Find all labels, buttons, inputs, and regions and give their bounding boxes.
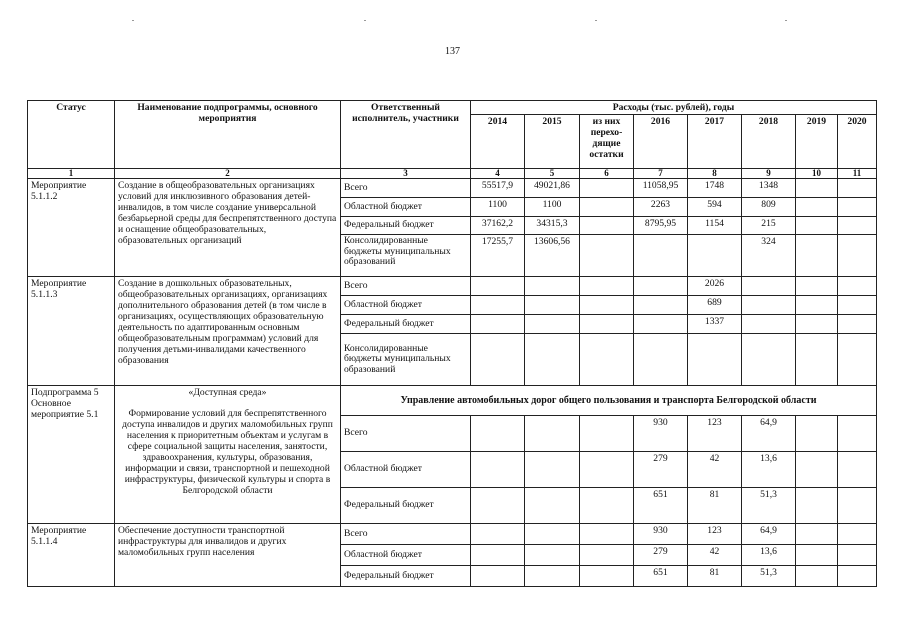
value-cell: 17255,7 (471, 235, 525, 277)
value-cell: 1100 (471, 198, 525, 217)
name-cell: Обеспечение доступности транспортной инфраструктуры для инвалидов и других маломобильных групп населения (115, 524, 341, 587)
value-cell (580, 416, 634, 452)
value-cell (471, 545, 525, 566)
source-cell: Консолидированные бюджеты муниципальных образований (341, 235, 471, 277)
value-cell: 8795,95 (634, 217, 688, 235)
value-cell (525, 566, 580, 587)
value-cell (796, 566, 838, 587)
expenses-table (27, 100, 877, 587)
header-year: 2018 (742, 115, 796, 169)
value-cell (580, 277, 634, 296)
status-cell: Подпрограмма 5 Основное мероприятие 5.1 (28, 386, 115, 524)
executor-banner: Управление автомобильных дорог общего пользования и транспорта Белгородской области (341, 386, 877, 416)
value-cell (796, 315, 838, 334)
value-cell: 13,6 (742, 545, 796, 566)
header-year: 2017 (688, 115, 742, 169)
value-cell (471, 296, 525, 315)
header-year: 2014 (471, 115, 525, 169)
source-cell: Всего (341, 416, 471, 452)
column-number: 7 (634, 169, 688, 179)
value-cell (838, 179, 877, 198)
value-cell (688, 235, 742, 277)
value-cell: 651 (634, 566, 688, 587)
value-cell (525, 296, 580, 315)
value-cell (580, 198, 634, 217)
value-cell (471, 524, 525, 545)
value-cell (634, 315, 688, 334)
value-cell (742, 334, 796, 386)
value-cell (525, 452, 580, 488)
value-cell: 2263 (634, 198, 688, 217)
value-cell (525, 315, 580, 334)
value-cell (471, 416, 525, 452)
header-expenses: Расходы (тыс. рублей), годы (471, 101, 877, 115)
name-cell (115, 386, 341, 524)
value-cell: 11058,95 (634, 179, 688, 198)
source-cell: Всего (341, 179, 471, 198)
value-cell (838, 315, 877, 334)
value-cell: 123 (688, 524, 742, 545)
value-cell (796, 277, 838, 296)
header-status: Статус (28, 101, 115, 169)
value-cell: 215 (742, 217, 796, 235)
value-cell: 651 (634, 488, 688, 524)
source-cell: Федеральный бюджет (341, 315, 471, 334)
subprogram-title: «Доступная среда» (188, 387, 267, 398)
value-cell (838, 296, 877, 315)
value-cell: 49021,86 (525, 179, 580, 198)
column-number: 3 (341, 169, 471, 179)
value-cell (634, 296, 688, 315)
value-cell (580, 179, 634, 198)
column-number: 10 (796, 169, 838, 179)
value-cell (796, 217, 838, 235)
status-cell: Мероприятие 5.1.1.4 (28, 524, 115, 587)
value-cell: 64,9 (742, 416, 796, 452)
header-name: Наименование подпрограммы, основного мероприятия (115, 101, 341, 169)
value-cell (580, 452, 634, 488)
page-number: 137 (445, 46, 460, 57)
table-row (28, 277, 877, 296)
value-cell (525, 334, 580, 386)
value-cell (580, 315, 634, 334)
value-cell: 930 (634, 524, 688, 545)
value-cell: 64,9 (742, 524, 796, 545)
value-cell (580, 566, 634, 587)
header-year: 2015 (525, 115, 580, 169)
subprogram-description: Формирование условий для беспрепятственного доступа инвалидов и других маломобильных групп населения к приоритетным объектам и услугам в сфере социальной защиты населения, занятости, здравоохранения, культуры, образования, информации и связи, транспортной и пешеходной инфраструктуры, физической культуры и спорта в Белгородской области (122, 408, 333, 496)
value-cell: 13,6 (742, 452, 796, 488)
column-number: 4 (471, 169, 525, 179)
name-cell: Создание в дошкольных образовательных, общеобразовательных организациях, организациях дополнительного образования детей (в том числе в организациях, осуществляющих образовательную деятельность по адаптированным основным общеобразовательным программам) условий для получения детьми-инвалидами качественного образования (115, 277, 341, 386)
value-cell (525, 488, 580, 524)
value-cell (796, 296, 838, 315)
value-cell: 279 (634, 452, 688, 488)
value-cell (796, 334, 838, 386)
value-cell (838, 545, 877, 566)
value-cell (796, 179, 838, 198)
value-cell (838, 524, 877, 545)
source-cell: Областной бюджет (341, 198, 471, 217)
value-cell: 34315,3 (525, 217, 580, 235)
column-number: 9 (742, 169, 796, 179)
value-cell (838, 277, 877, 296)
source-cell: Федеральный бюджет (341, 217, 471, 235)
value-cell (838, 217, 877, 235)
status-cell: Мероприятие 5.1.1.2 (28, 179, 115, 277)
value-cell (796, 198, 838, 217)
value-cell (471, 566, 525, 587)
value-cell (634, 277, 688, 296)
value-cell: 1748 (688, 179, 742, 198)
value-cell (796, 488, 838, 524)
value-cell (838, 334, 877, 386)
value-cell: 1337 (688, 315, 742, 334)
header-year: 2016 (634, 115, 688, 169)
value-cell (580, 296, 634, 315)
value-cell: 42 (688, 452, 742, 488)
value-cell (838, 416, 877, 452)
value-cell (471, 315, 525, 334)
header-carryover: из них перехо-дящие остатки (580, 115, 634, 169)
value-cell (525, 524, 580, 545)
header-year: 2019 (796, 115, 838, 169)
value-cell: 689 (688, 296, 742, 315)
source-cell: Консолидированные бюджеты муниципальных образований (341, 334, 471, 386)
value-cell (525, 416, 580, 452)
value-cell: 51,3 (742, 566, 796, 587)
value-cell: 123 (688, 416, 742, 452)
column-number: 1 (28, 169, 115, 179)
source-cell: Федеральный бюджет (341, 488, 471, 524)
value-cell (796, 452, 838, 488)
value-cell: 42 (688, 545, 742, 566)
value-cell: 37162,2 (471, 217, 525, 235)
value-cell (838, 488, 877, 524)
table-row (28, 524, 877, 545)
value-cell: 51,3 (742, 488, 796, 524)
column-number: 6 (580, 169, 634, 179)
value-cell: 2026 (688, 277, 742, 296)
source-cell: Областной бюджет (341, 452, 471, 488)
column-numbers-row (28, 169, 877, 179)
value-cell (838, 566, 877, 587)
value-cell (634, 334, 688, 386)
value-cell (580, 524, 634, 545)
value-cell (471, 488, 525, 524)
source-cell: Федеральный бюджет (341, 566, 471, 587)
header-year: 2020 (838, 115, 877, 169)
value-cell (838, 198, 877, 217)
value-cell (525, 277, 580, 296)
value-cell (580, 235, 634, 277)
value-cell: 1154 (688, 217, 742, 235)
value-cell (471, 334, 525, 386)
value-cell (742, 277, 796, 296)
value-cell: 1100 (525, 198, 580, 217)
value-cell (688, 334, 742, 386)
value-cell (580, 334, 634, 386)
value-cell (742, 296, 796, 315)
value-cell: 279 (634, 545, 688, 566)
value-cell (634, 235, 688, 277)
name-cell: Создание в общеобразовательных организациях условий для инклюзивного образования детей-инвалидов, в том числе создание универсальной безбарьерной среды для беспрепятственного доступа и оснащение общеобразовательных, образовательных организаций (115, 179, 341, 277)
value-cell (580, 217, 634, 235)
value-cell (471, 277, 525, 296)
value-cell (838, 235, 877, 277)
status-cell: Мероприятие 5.1.1.3 (28, 277, 115, 386)
table-row (28, 386, 877, 416)
value-cell (580, 545, 634, 566)
value-cell (796, 524, 838, 545)
value-cell (525, 545, 580, 566)
value-cell: 13606,56 (525, 235, 580, 277)
expenses-table-wrapper (27, 100, 877, 587)
value-cell (796, 545, 838, 566)
value-cell: 81 (688, 488, 742, 524)
source-cell: Всего (341, 277, 471, 296)
value-cell (838, 452, 877, 488)
table-row (28, 179, 877, 198)
value-cell (471, 452, 525, 488)
value-cell: 81 (688, 566, 742, 587)
value-cell (796, 416, 838, 452)
value-cell: 55517,9 (471, 179, 525, 198)
column-number: 2 (115, 169, 341, 179)
column-number: 5 (525, 169, 580, 179)
value-cell: 1348 (742, 179, 796, 198)
value-cell: 930 (634, 416, 688, 452)
value-cell: 324 (742, 235, 796, 277)
source-cell: Всего (341, 524, 471, 545)
value-cell: 594 (688, 198, 742, 217)
column-number: 8 (688, 169, 742, 179)
value-cell: 809 (742, 198, 796, 217)
column-number: 11 (838, 169, 877, 179)
source-cell: Областной бюджет (341, 296, 471, 315)
header-executor: Ответственный исполнитель, участники (341, 101, 471, 169)
value-cell (580, 488, 634, 524)
value-cell (742, 315, 796, 334)
value-cell (796, 235, 838, 277)
source-cell: Областной бюджет (341, 545, 471, 566)
